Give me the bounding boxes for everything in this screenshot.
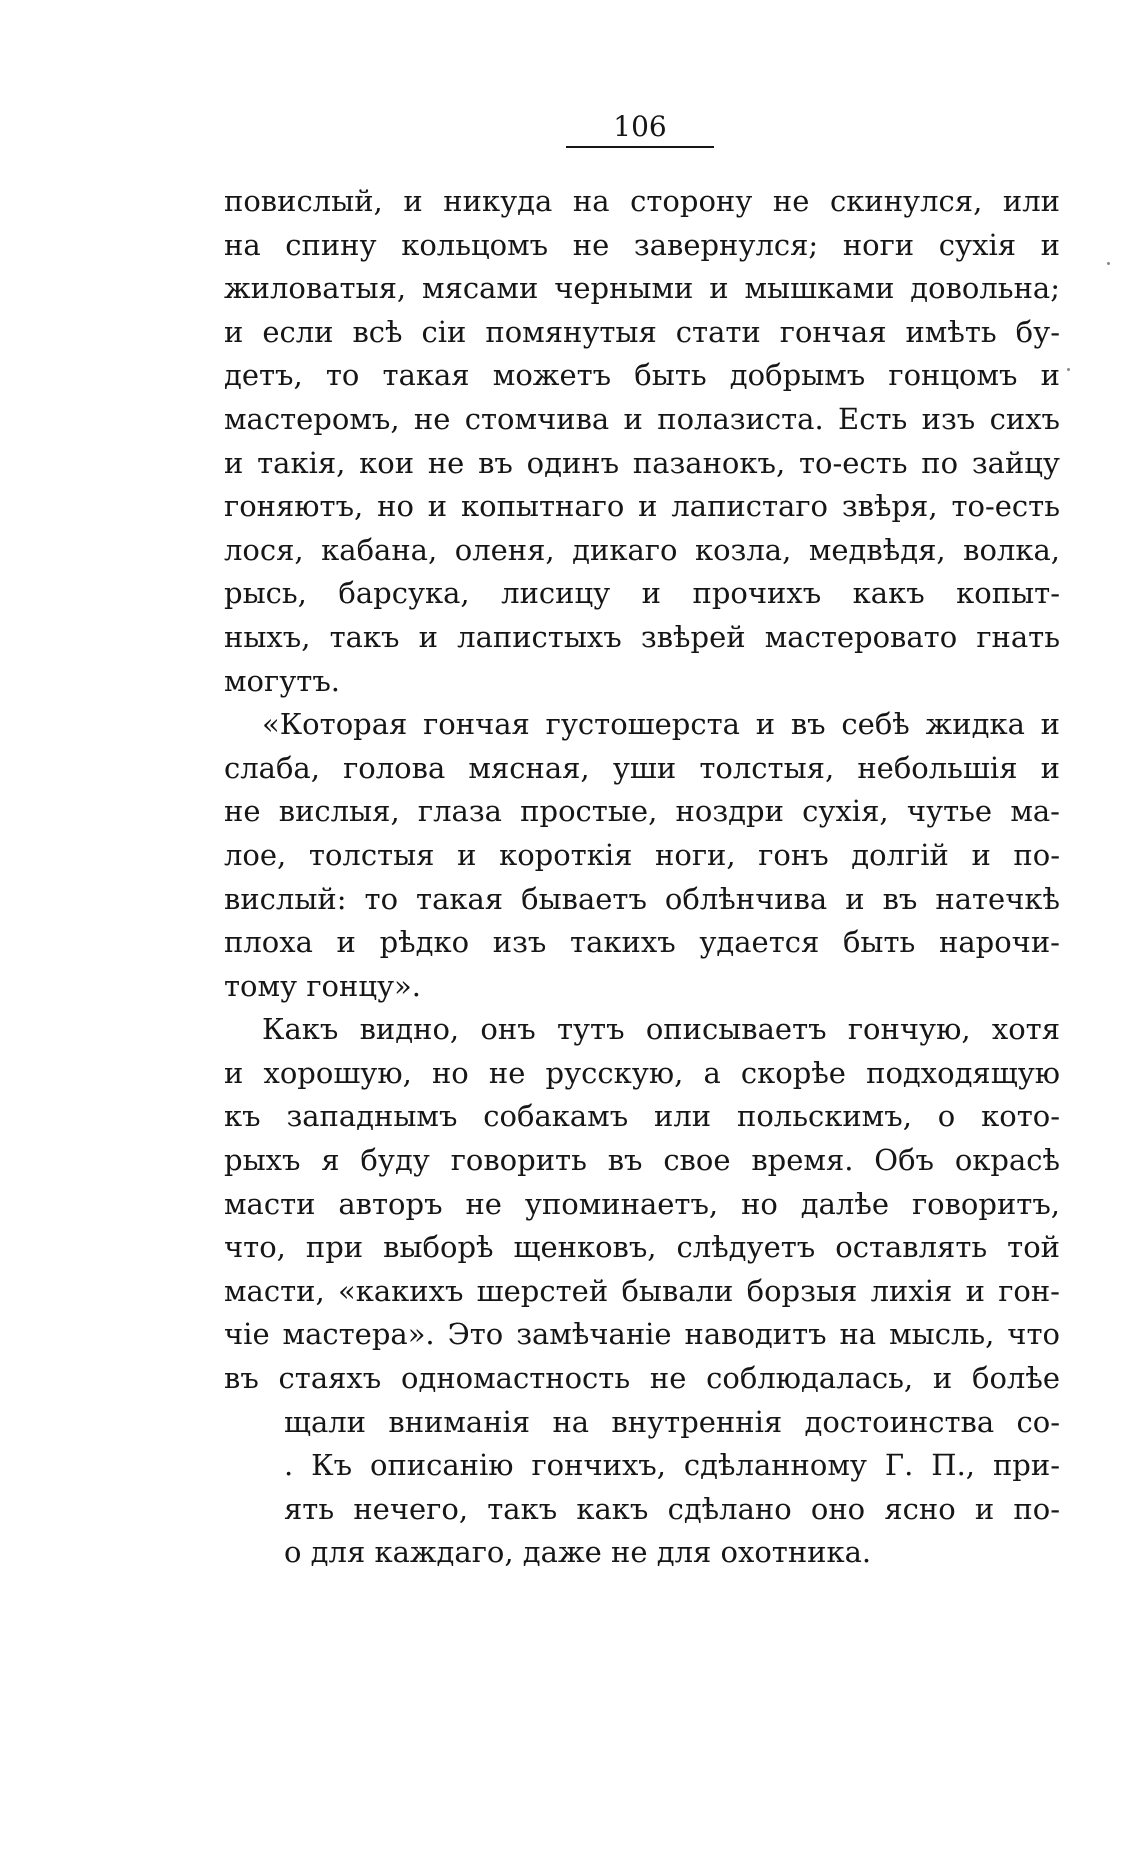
text-line: масти авторъ не упоминаетъ, но далѣе говоритъ,: [224, 1186, 1060, 1221]
text-line: не вислыя, глаза простые, ноздри сухія, чутье ма-: [224, 794, 1060, 829]
text-line: мастеромъ, не стомчива и полазиста. Есть изъ сихъ: [224, 401, 1060, 436]
text-line: ять нечего, такъ какъ сдѣлано оно ясно и по-: [284, 1491, 1060, 1526]
text-line: вислый: то такая бываетъ облѣнчива и въ натечкѣ: [224, 881, 1060, 916]
text-line: на спину кольцомъ не завернулся; ноги сухія и: [224, 227, 1060, 262]
text-line: ныхъ, такъ и лапистыхъ звѣрей мастеровато гнать: [224, 619, 1060, 654]
text-line: въ стаяхъ одномастность не соблюдалась, и болѣе: [224, 1361, 1060, 1396]
text-line: и если всѣ сіи помянутыя стати гончая имѣть бу-: [224, 314, 1060, 349]
text-line: масти, «какихъ шерстей бывали борзыя лихія и гон-: [224, 1273, 1060, 1308]
text-line: плоха и рѣдко изъ такихъ удается быть нарочи-: [224, 925, 1060, 960]
page-number-rule: [566, 146, 714, 148]
text-line: повислый, и никуда на сторону не скинулся, или: [224, 184, 1060, 218]
text-line: гоняютъ, но и копытнаго и лапистаго звѣря, то-есть: [224, 489, 1060, 524]
text-line: «Которая гончая густошерста и въ себѣ жидка и: [262, 707, 1060, 742]
text-line: и хорошую, но не русскую, а скорѣе подходящую: [224, 1055, 1060, 1090]
text-line: слаба, голова мясная, уши толстыя, небольшія и: [224, 750, 1060, 785]
page-body-text: [224, 180, 1060, 1575]
speck-mark: [1107, 262, 1110, 265]
text-line: рысь, барсука, лисицу и прочихъ какъ копыт-: [224, 576, 1060, 611]
text-line: лое, толстыя и короткія ноги, гонъ долгій и по-: [224, 837, 1060, 872]
text-line: къ западнымъ собакамъ или польскимъ, о кото-: [224, 1099, 1060, 1134]
text-line: тому гонцу».: [224, 968, 421, 1003]
text-line: и такія, кои не въ одинъ пазанокъ, то-есть по зайцу: [224, 445, 1060, 480]
text-line: рыхъ я буду говорить въ свое время. Объ окрасѣ: [224, 1143, 1060, 1178]
text-line: детъ, то такая можетъ быть добрымъ гонцомъ и: [224, 358, 1060, 393]
text-line: лося, кабана, оленя, дикаго козла, медвѣдя, волка,: [224, 532, 1060, 567]
text-line: щали вниманія на внутреннія достоинства со-: [284, 1404, 1060, 1439]
speck-mark: [1067, 368, 1070, 371]
text-line: могутъ.: [224, 663, 340, 698]
text-line: Какъ видно, онъ тутъ описываетъ гончую, хотя: [262, 1012, 1060, 1047]
text-line: что, при выборѣ щенковъ, слѣдуетъ оставлять той: [224, 1230, 1060, 1265]
page-number: 106: [613, 110, 667, 143]
text-line: . Къ описанію гончихъ, сдѣланному Г. П., при-: [284, 1448, 1060, 1483]
text-line: чіе мастера». Это замѣчаніе наводитъ на мысль, что: [224, 1317, 1060, 1352]
text-line: о для каждаго, даже не для охотника.: [284, 1535, 872, 1570]
text-line: жиловатыя, мясами черными и мышками довольна;: [224, 271, 1060, 306]
